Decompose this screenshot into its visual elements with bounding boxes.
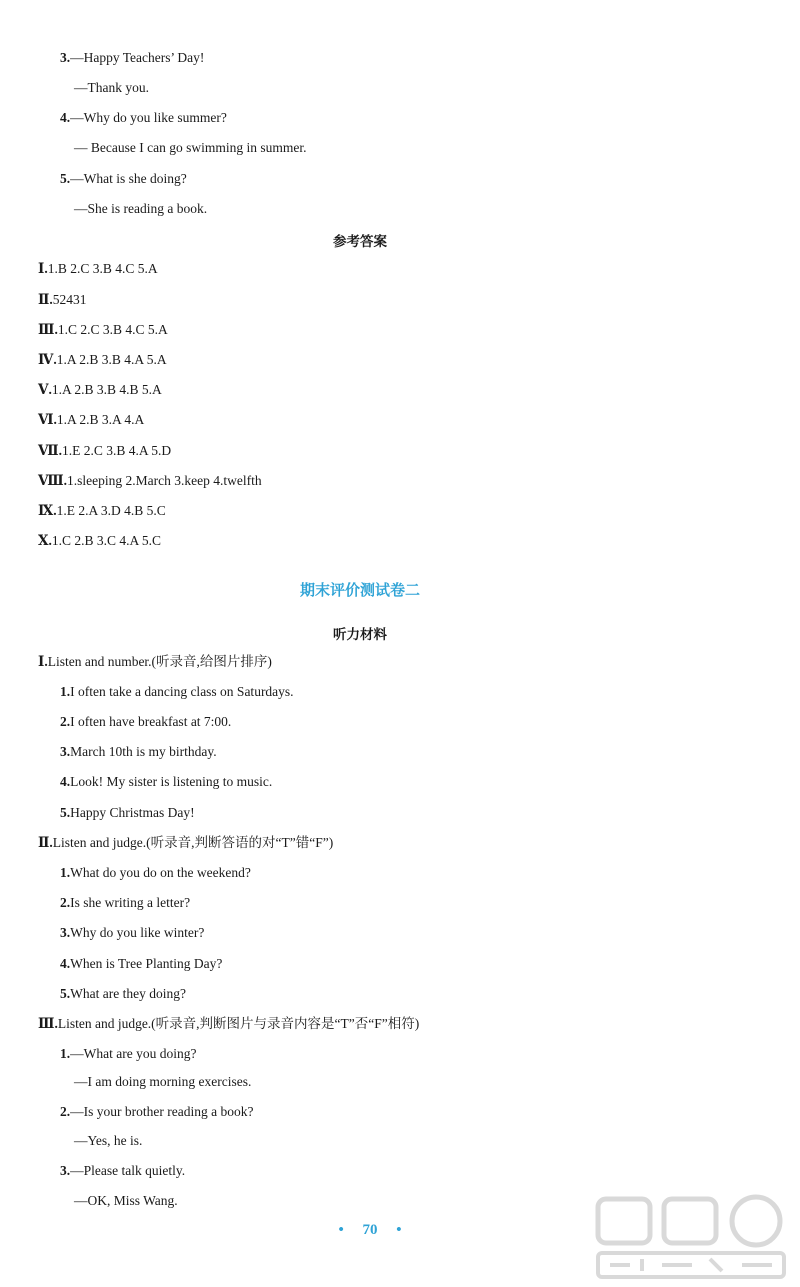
list-item: 1.I often take a dancing class on Saturdays.	[60, 684, 294, 699]
list-item: 2.Is she writing a letter?	[60, 895, 191, 910]
dialogue-line: 1.—What are you doing?	[60, 1046, 197, 1061]
answer-row: Ⅱ.52431	[38, 292, 87, 307]
dialogue-line: —I am doing morning exercises.	[74, 1074, 252, 1089]
list-item: 3.Why do you like winter?	[60, 925, 205, 940]
test-title: 期末评价测试卷二	[299, 581, 420, 599]
answer-row: Ⅳ.1.A 2.B 3.B 4.A 5.A	[38, 352, 167, 367]
dialogue-line: — Because I can go swimming in summer.	[74, 140, 307, 155]
dialogue-line: 3.—Please talk quietly.	[60, 1163, 186, 1178]
answer-row: Ⅹ.1.C 2.B 3.C 4.A 5.C	[38, 533, 162, 548]
dialogue-line: 4.—Why do you like summer?	[60, 110, 227, 125]
page-number: • 70 •	[338, 1222, 402, 1238]
list-item: 3.March 10th is my birthday.	[60, 744, 217, 759]
list-item: 5.What are they doing?	[60, 986, 186, 1001]
dialogue-line: 3.—Happy Teachers’ Day!	[60, 50, 205, 65]
answer-row: Ⅶ.1.E 2.C 3.B 4.A 5.D	[38, 443, 172, 458]
answer-row: Ⅸ.1.E 2.A 3.D 4.B 5.C	[38, 503, 166, 518]
list-item: 1.What do you do on the weekend?	[60, 865, 251, 880]
answer-row: Ⅵ.1.A 2.B 3.A 4.A	[38, 412, 145, 427]
list-item: 4.Look! My sister is listening to music.	[60, 774, 273, 789]
section-heading: Ⅱ.Listen and judge.(听录音,判断答语的对“T”错“F”)	[38, 835, 334, 850]
dialogue-line: —OK, Miss Wang.	[74, 1193, 178, 1208]
section-heading: Ⅲ.Listen and judge.(听录音,判断图片与录音内容是“T”否“F”相符)	[38, 1016, 420, 1031]
section-heading: Ⅰ.Listen and number.(听录音,给图片排序)	[38, 654, 272, 669]
list-item: 4.When is Tree Planting Day?	[60, 956, 223, 971]
answer-row: Ⅷ.1.sleeping 2.March 3.keep 4.twelfth	[38, 473, 262, 488]
list-item: 5.Happy Christmas Day!	[60, 805, 195, 820]
answers-title: 参考答案	[333, 234, 387, 250]
dialogue-line: 5.—What is she doing?	[60, 171, 187, 186]
answer-row: Ⅰ.1.B 2.C 3.B 4.C 5.A	[38, 261, 158, 276]
dialogue-line: —She is reading a book.	[74, 201, 208, 216]
dialogue-line: —Yes, he is.	[74, 1133, 143, 1148]
answer-row: Ⅴ.1.A 2.B 3.B 4.B 5.A	[38, 382, 162, 397]
dialogue-line: 2.—Is your brother reading a book?	[60, 1104, 254, 1119]
answer-row: Ⅲ.1.C 2.C 3.B 4.C 5.A	[38, 322, 168, 337]
watermark-logo	[592, 1193, 792, 1283]
list-item: 2.I often have breakfast at 7:00.	[60, 714, 232, 729]
listening-title: 听力材料	[333, 627, 387, 643]
dialogue-line: —Thank you.	[74, 80, 149, 95]
